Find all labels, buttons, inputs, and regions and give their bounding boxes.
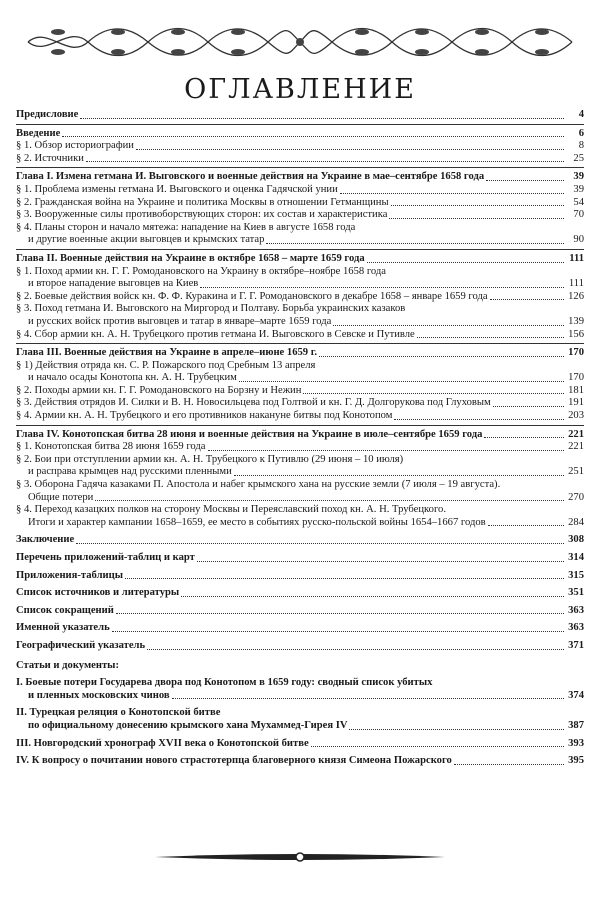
toc-page-number: 270 [568, 491, 584, 503]
toc-entry-title: § 4. Планы сторон и начало мятежа: нападение на Киев в августе 1658 года [16, 221, 356, 233]
toc-entry-title: § 3. Вооруженные силы противоборствующих сторон: их состав и характеристика [16, 209, 388, 221]
toc-entry[interactable] [16, 153, 584, 166]
toc-page-number: 181 [568, 384, 584, 396]
toc-page-number: 203 [568, 410, 584, 422]
toc-entry-continuation: по официальному донесению крымского хана Мухаммед-Гирея IV [28, 719, 348, 731]
dot-leader [86, 160, 564, 162]
toc-entry[interactable] [16, 479, 584, 504]
toc-entry-title: § 3. Оборона Гадяча казаками П. Апостола и набег крымского хана на русские земли (7 июля – 19 августа). [16, 479, 501, 491]
toc-entry[interactable] [16, 534, 584, 547]
toc-entry-title: § 1. Обзор историографии [16, 140, 134, 152]
table-of-contents [16, 109, 584, 768]
separator-line [16, 343, 584, 344]
toc-entry[interactable] [16, 109, 584, 122]
toc-page-number: 374 [568, 689, 584, 701]
toc-page-number: 363 [568, 604, 584, 616]
toc-entry-title: Введение [16, 127, 61, 139]
toc-page-number: 363 [568, 622, 584, 634]
toc-entry-title: Приложения-таблицы [16, 569, 124, 581]
toc-entry[interactable] [16, 429, 584, 442]
toc-entry-title: § 2. Бои при отступлении армии кн. А. Н. Трубецкого к Путивлю (29 июня – 10 июля) [16, 453, 404, 465]
dot-leader [197, 560, 564, 562]
toc-entry-title: § 2. Источники [16, 152, 84, 164]
toc-entry-title: Заключение [16, 534, 75, 546]
toc-page-number: 25 [573, 152, 584, 164]
toc-page-number: 351 [568, 587, 584, 599]
toc-entry[interactable] [16, 552, 584, 565]
toc-page-number: 170 [568, 372, 584, 384]
dot-leader [486, 179, 564, 181]
toc-page-number: 126 [568, 290, 584, 302]
ornamental-header [18, 10, 582, 70]
toc-entry[interactable] [16, 303, 584, 328]
dot-leader [367, 261, 564, 263]
dot-leader [311, 745, 564, 747]
toc-entry-title: § 3. Поход гетмана И. Выговского на Миргород и Полтаву. Борьба украинских казаков [16, 303, 406, 315]
toc-page-number: 191 [568, 397, 584, 409]
toc-entry-continuation: и начало осады Конотопа кн. А. Н. Трубецким [28, 372, 237, 384]
dot-leader [493, 405, 564, 407]
dot-leader [266, 242, 564, 244]
toc-page-number: 393 [568, 737, 584, 749]
toc-entry-title: Глава II. Военные действия на Украине в октябре 1658 – марте 1659 года [16, 252, 365, 264]
toc-entry-continuation: Общие потери [28, 491, 94, 503]
toc-page-number: 90 [573, 234, 584, 246]
toc-page-number: 54 [573, 196, 584, 208]
toc-entry[interactable] [16, 291, 584, 304]
dot-leader [181, 595, 564, 597]
separator-line [16, 425, 584, 426]
toc-entry-title: § 3. Действия отрядов И. Силки и В. Н. Новосильцева под Голтвой и кн. Г. Д. Долгорукова под Глуховым [16, 397, 491, 409]
toc-entry[interactable] [16, 222, 584, 247]
toc-entry[interactable] [16, 410, 584, 423]
dot-leader [417, 336, 564, 338]
toc-entry-title: § 4. Переход казацких полков на сторону Москвы и Переяславский поход кн. А. Н. Трубецкого. [16, 504, 446, 516]
toc-page-number: 111 [568, 278, 584, 290]
toc-entry-title: Список сокращений [16, 604, 114, 616]
toc-page-number: 387 [568, 719, 584, 731]
toc-page-number: 139 [568, 315, 584, 327]
toc-page-number: 4 [578, 109, 584, 120]
toc-entry-continuation: и расправа крымцев над русскими пленными [28, 466, 232, 478]
ornamental-divider [150, 847, 450, 867]
toc-entry-continuation: и другие военные акции выговцев и крымских татар [28, 234, 265, 246]
dot-leader [76, 542, 564, 544]
dot-leader [112, 630, 564, 632]
toc-entry[interactable] [16, 171, 584, 184]
dot-leader [340, 192, 564, 194]
toc-entry[interactable] [16, 640, 584, 653]
toc-page-number: 371 [568, 639, 584, 651]
toc-entry[interactable] [16, 329, 584, 342]
toc-page-number: 39 [573, 183, 584, 195]
toc-entry[interactable] [16, 605, 584, 618]
toc-page-number: 314 [568, 552, 584, 563]
dot-leader [116, 612, 564, 614]
dot-leader [200, 286, 564, 288]
toc-entry[interactable] [16, 197, 584, 210]
toc-entry[interactable] [16, 209, 584, 222]
toc-entry-title: IV. К вопросу о почитании нового страстотерпца благоверного князя Симеона Пожарского [16, 755, 452, 767]
dot-leader [349, 728, 564, 730]
dot-leader [484, 436, 564, 438]
dot-leader [319, 355, 564, 357]
toc-page-number: 251 [568, 466, 584, 478]
toc-entry-title: Именной указатель [16, 622, 110, 634]
toc-page-number: 111 [569, 252, 584, 264]
toc-page-number: 6 [578, 127, 584, 139]
toc-entry[interactable] [16, 454, 584, 479]
toc-entry[interactable] [16, 184, 584, 197]
toc-entry[interactable] [16, 622, 584, 635]
dot-leader [488, 524, 564, 526]
dot-leader [80, 117, 564, 119]
toc-page-number: 221 [568, 441, 584, 453]
dot-leader [394, 418, 564, 420]
toc-page-number: 284 [568, 516, 584, 528]
dot-leader [62, 135, 564, 137]
toc-entry[interactable] [16, 253, 584, 266]
dot-leader [234, 474, 564, 476]
toc-page-number: 156 [568, 328, 584, 340]
toc-entry-title: Список источников и литературы [16, 587, 180, 599]
toc-entry[interactable] [16, 347, 584, 360]
dot-leader [303, 392, 564, 394]
toc-entry-continuation: и пленных московских чинов [28, 689, 170, 701]
toc-entry[interactable] [16, 441, 584, 454]
toc-entry-title: Глава III. Военные действия на Украине в апреле–июне 1659 г. [16, 347, 318, 359]
toc-entry-title: Глава IV. Конотопская битва 28 июня и военные действия на Украине в июле–сентябре 1659 года [16, 428, 483, 440]
toc-entry-title: § 4. Армии кн. А. Н. Трубецкого и его противников накануне битвы под Конотопом [16, 410, 393, 422]
toc-entry-title: § 1) Действия отряда кн. С. Р. Пожарского под Сребным 13 апреля [16, 359, 316, 371]
toc-entry[interactable] [16, 360, 584, 385]
toc-entry[interactable] [16, 570, 584, 583]
toc-entry[interactable] [16, 397, 584, 410]
separator-line [16, 124, 584, 125]
dot-leader [490, 298, 564, 300]
dot-leader [239, 380, 564, 382]
dot-leader [391, 204, 564, 206]
dot-leader [333, 324, 564, 326]
toc-entry-title: § 1. Поход армии кн. Г. Г. Ромодановского на Украину в октябре–ноябре 1658 года [16, 265, 386, 277]
toc-entry-continuation: Итоги и характер кампании 1658–1659, ее место в событиях русско-польской войны 1654–1667 годов [28, 516, 486, 528]
toc-entry-title: § 1. Конотопская битва 28 июня 1659 года [16, 441, 206, 453]
articles-heading: Статьи и документы: [16, 659, 119, 671]
toc-page-number: 8 [578, 140, 584, 152]
toc-entry-title: § 4. Сбор армии кн. А. Н. Трубецкого против гетмана И. Выговского в Севске и Путивле [16, 328, 415, 340]
toc-entry-title: § 2. Гражданская война на Украине и политика Москвы в отношении Гетманщины [16, 196, 389, 208]
toc-page-number: 221 [568, 428, 584, 440]
toc-entry-title: § 2. Боевые действия войск кн. Ф. Ф. Куракина и Г. Г. Ромодановского в декабре 1658 – январе 1659 года [16, 290, 488, 302]
dot-leader [95, 499, 564, 501]
separator-line [16, 249, 584, 250]
toc-entry-title: Глава I. Измена гетмана И. Выговского и военные действия на Украине в мае–сентябре 1658 года [16, 171, 485, 183]
article-entry[interactable] [16, 755, 584, 768]
toc-entry-title: Географический указатель [16, 639, 146, 651]
dot-leader [136, 148, 564, 150]
dot-leader [147, 648, 564, 650]
toc-page-number: 315 [568, 569, 584, 581]
dot-leader [208, 449, 565, 451]
toc-entry-title: III. Новгородский хронограф XVII века о Конотопской битве [16, 737, 309, 749]
dot-leader [454, 763, 564, 765]
toc-entry-continuation: и второе нападение выговцев на Киев [28, 278, 199, 290]
article-entry[interactable] [16, 707, 584, 732]
dot-leader [389, 217, 564, 219]
toc-entry-title: § 2. Походы армии кн. Г. Г. Ромодановского на Борзну и Нежин [16, 384, 302, 396]
toc-entry[interactable] [16, 128, 584, 141]
toc-entry-title: II. Турецкая реляция о Конотопской битве [16, 707, 221, 719]
toc-entry-continuation: и русских войск против выговцев и татар в январе–марте 1659 года [28, 315, 332, 327]
toc-page-number: 308 [568, 534, 584, 546]
article-entry[interactable] [16, 738, 584, 751]
toc-entry-title: § 1. Проблема измены гетмана И. Выговского и оценка Гадячской унии [16, 183, 338, 195]
toc-entry[interactable] [16, 140, 584, 153]
toc-entry-title: I. Боевые потери Государева двора под Конотопом в 1659 году: сводный список убитых [16, 677, 433, 689]
toc-entry[interactable] [16, 266, 584, 291]
dot-leader [125, 577, 564, 579]
toc-entry-title: Предисловие [16, 109, 79, 120]
toc-entry[interactable] [16, 587, 584, 600]
toc-entry-title: Перечень приложений-таблиц и карт [16, 552, 195, 563]
toc-entry[interactable] [16, 504, 584, 529]
toc-page-number: 39 [573, 171, 584, 183]
toc-page-number: 395 [568, 755, 584, 767]
separator-line [16, 167, 584, 168]
dot-leader [172, 697, 564, 699]
toc-page-number: 170 [568, 347, 584, 359]
page-title: ОГЛАВЛЕНИЕ [184, 74, 416, 105]
toc-page-number: 70 [573, 209, 584, 221]
toc-entry[interactable] [16, 385, 584, 398]
article-entry[interactable] [16, 677, 584, 702]
